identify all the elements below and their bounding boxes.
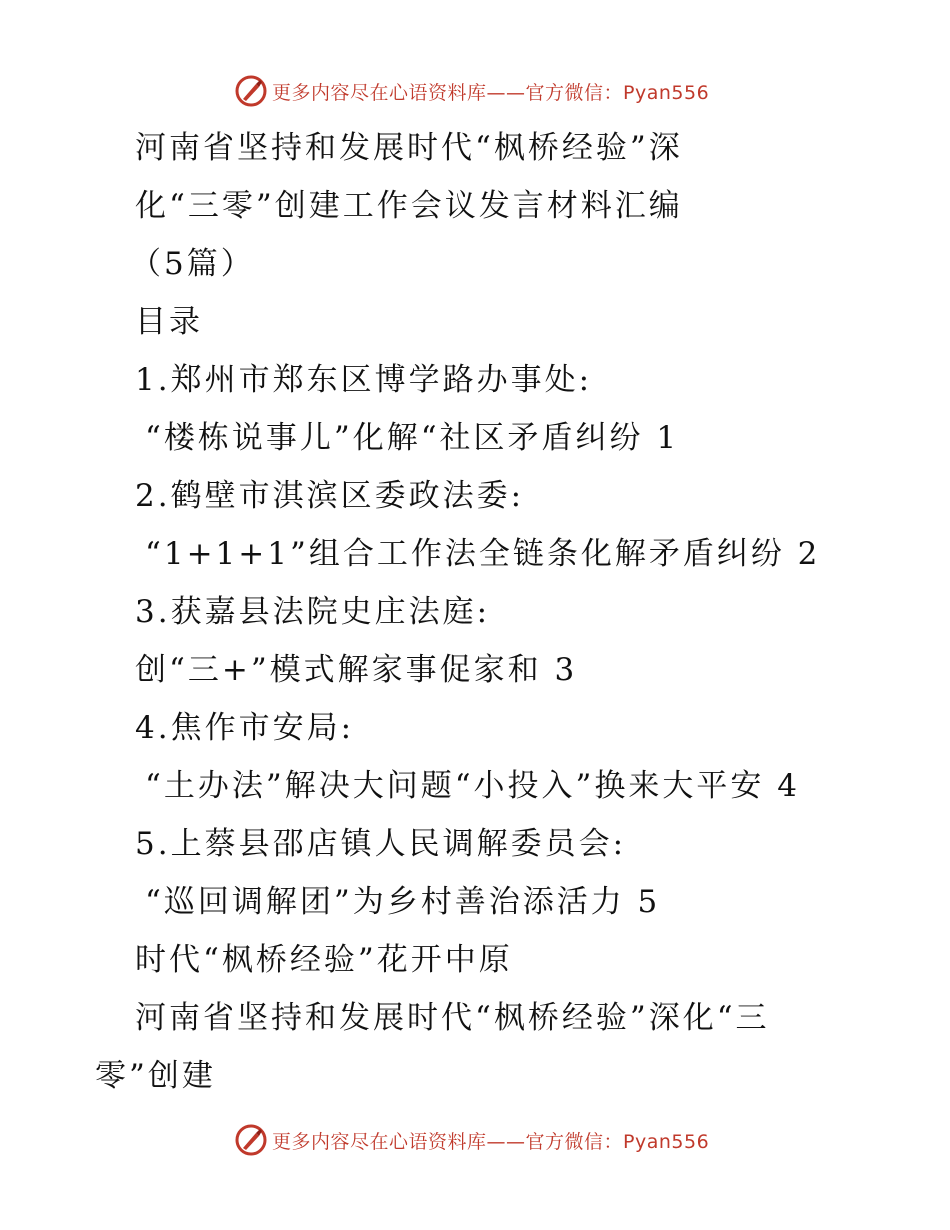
doc-title-line-2: 化“三零”创建工作会议发言材料汇编: [135, 188, 683, 224]
toc-item-1-title: “楼栋说事儿”化解“社区矛盾纠纷 1: [145, 420, 680, 456]
toc-item-1-org: 1.郑州市郑东区博学路办事处:: [135, 362, 593, 398]
body-line-2: 零”创建: [95, 1058, 216, 1094]
doc-title-line-1: 河南省坚持和发展时代“枫桥经验”深: [135, 130, 683, 166]
toc-item-2-org: 2.鹤壁市淇滨区委政法委:: [135, 478, 525, 514]
body-line-1: 河南省坚持和发展时代“枫桥经验”深化“三: [135, 1000, 770, 1036]
section-heading: 时代“枫桥经验”花开中原: [135, 942, 513, 978]
toc-item-3-org: 3.获嘉县法院史庄法庭:: [135, 594, 491, 630]
pen-logo-icon: [234, 74, 268, 108]
toc-item-2-title: “1+1+1”组合工作法全链条化解矛盾纠纷 2: [145, 536, 821, 572]
toc-item-4-title: “土办法”解决大问题“小投入”换来大平安 4: [145, 768, 800, 804]
pen-logo-icon: [234, 1123, 268, 1157]
watermark-text: 更多内容尽在心语资料库——官方微信：Pyan556: [272, 81, 710, 104]
watermark-banner-top: [234, 73, 709, 109]
toc-item-4-org: 4.焦作市安局:: [135, 710, 355, 746]
toc-item-3-title: 创“三+”模式解家事促家和 3: [135, 652, 578, 688]
toc-item-5-org: 5.上蔡县邵店镇人民调解委员会:: [135, 826, 627, 862]
toc-heading: 目录: [135, 304, 203, 340]
watermark-banner-bottom: [234, 1122, 709, 1158]
watermark-text: 更多内容尽在心语资料库——官方微信：Pyan556: [272, 1130, 710, 1153]
toc-item-5-title: “巡回调解团”为乡村善治添活力 5: [145, 884, 661, 920]
doc-title-line-3: （5篇）: [130, 246, 255, 282]
